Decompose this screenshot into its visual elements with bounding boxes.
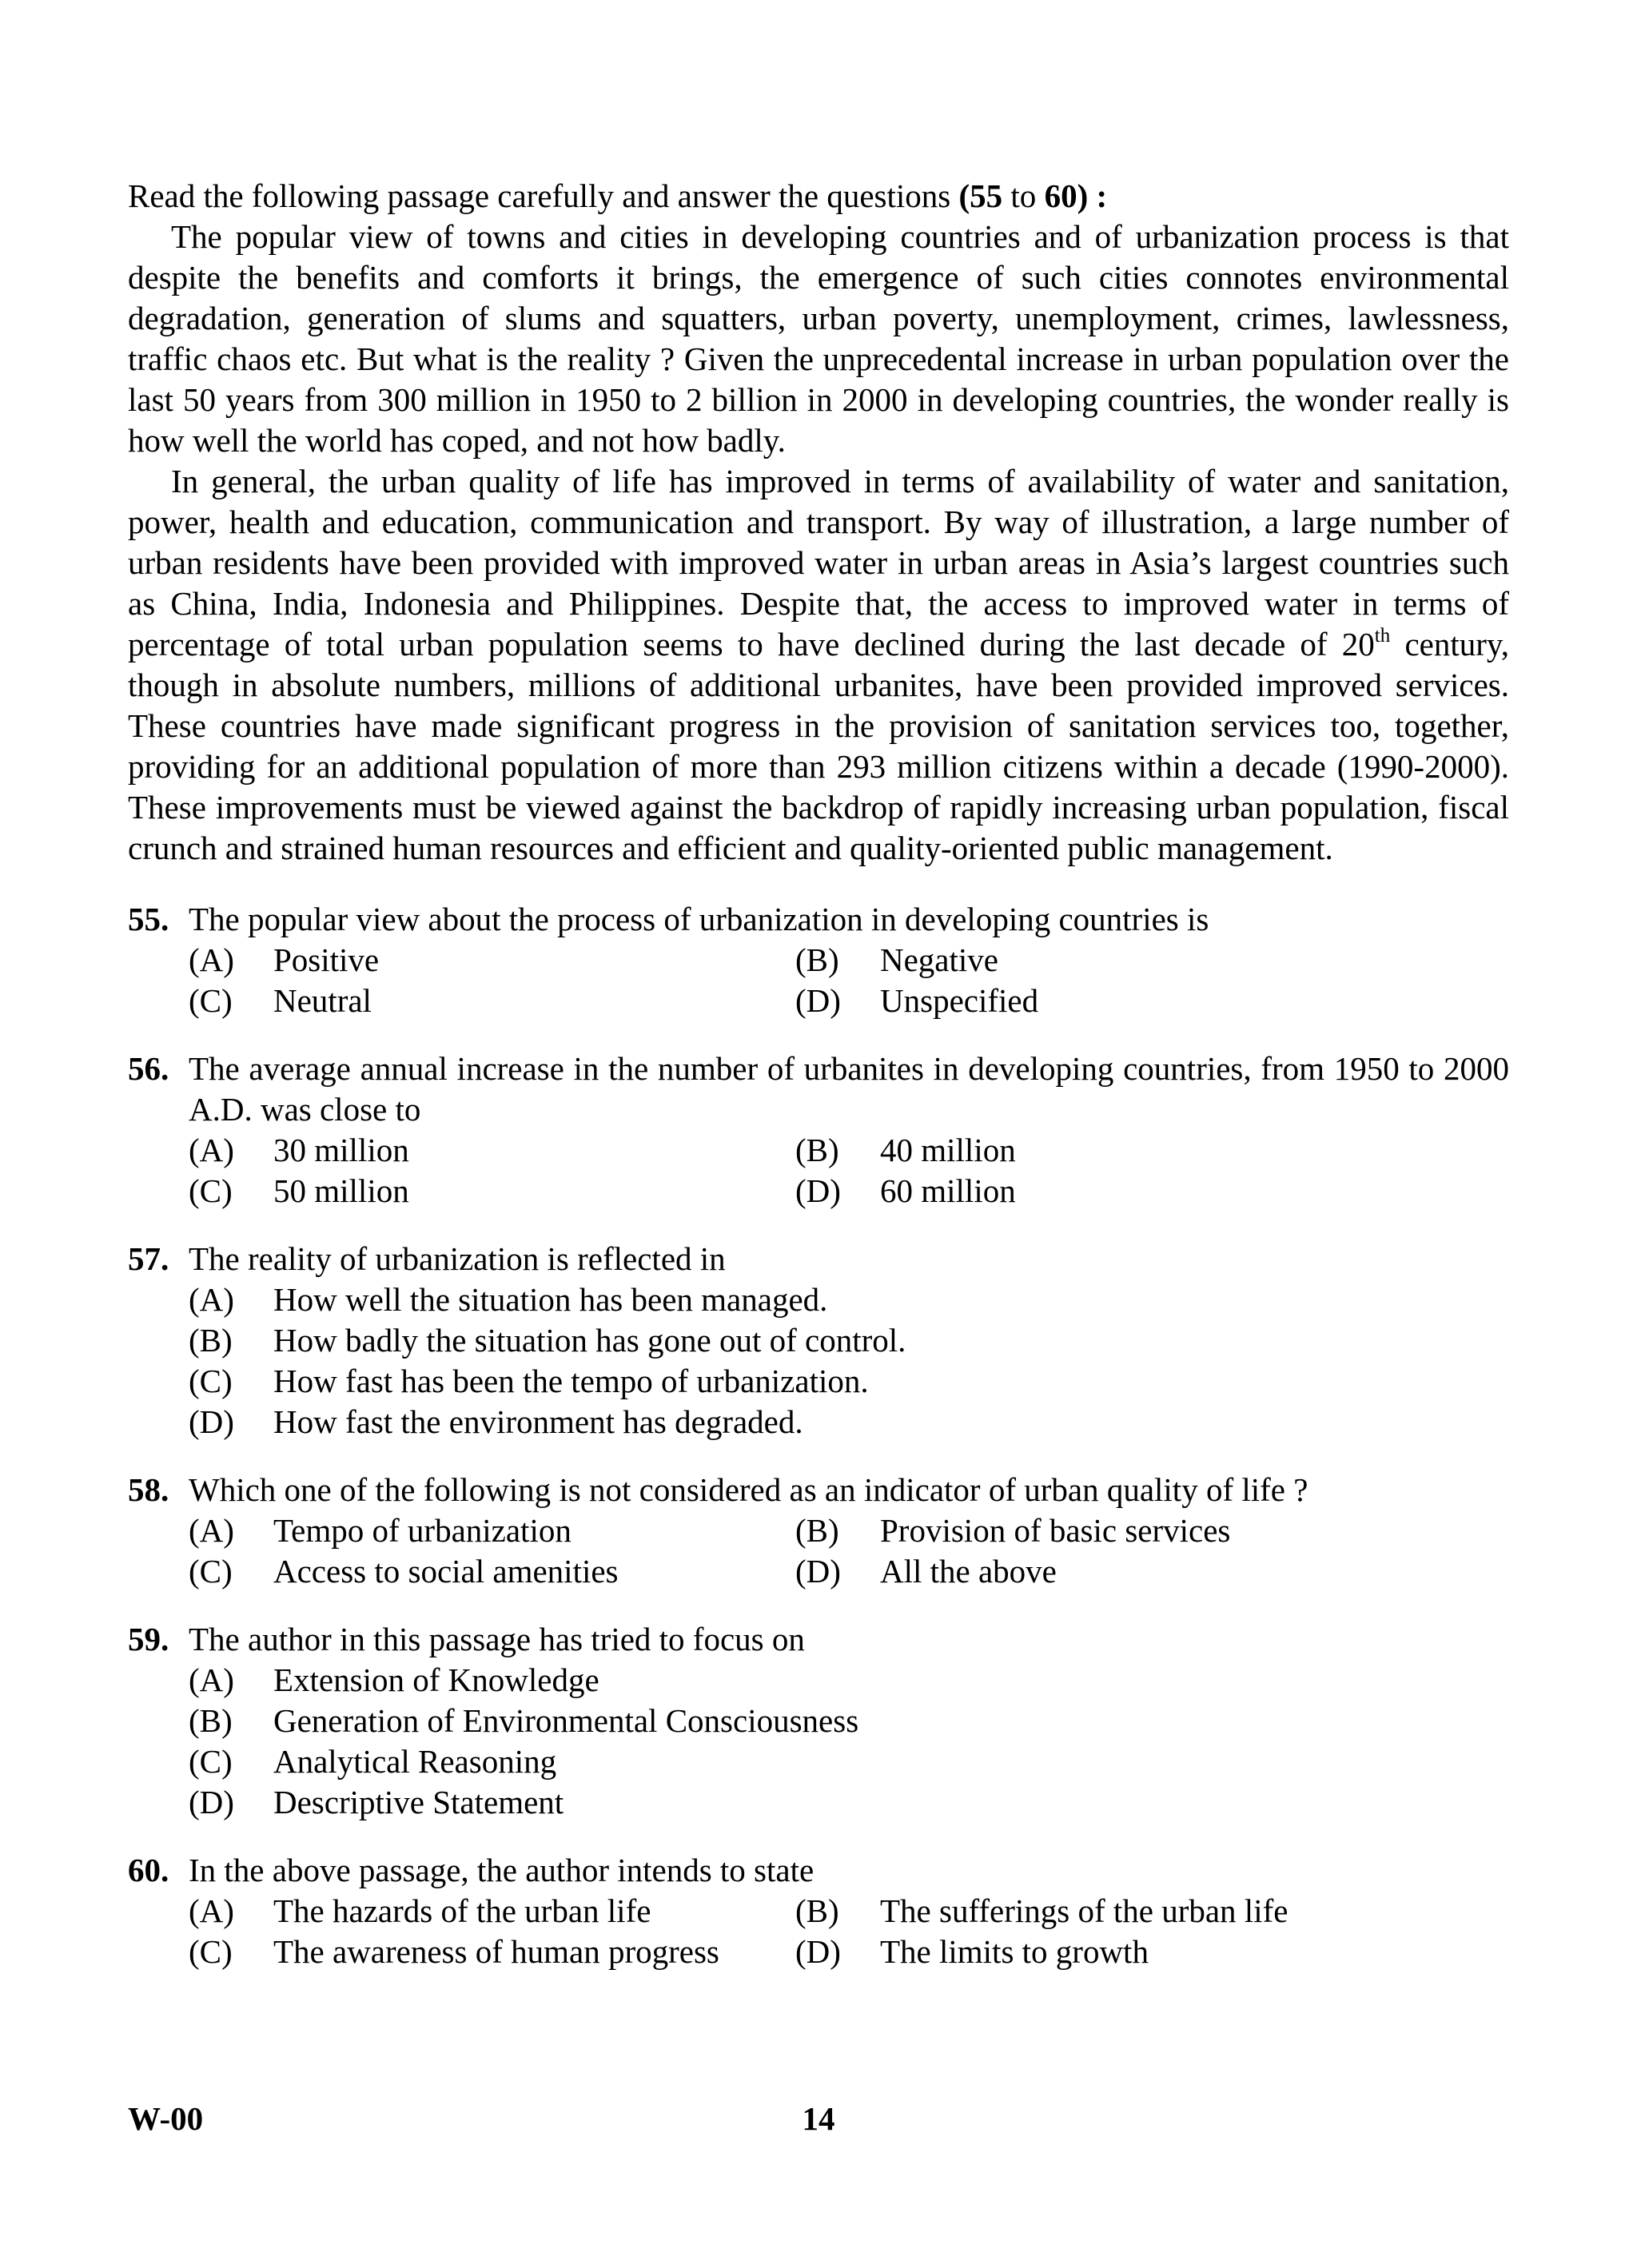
option-label: (B): [795, 1512, 839, 1549]
option-text: The awareness of human progress: [273, 1933, 719, 1970]
option-text: Unspecified: [880, 982, 1039, 1019]
page-footer: [128, 2099, 1509, 2139]
option-a: [189, 1660, 1509, 1701]
option-label: (A): [189, 1132, 234, 1168]
option-label: (D): [795, 1553, 841, 1590]
option-a: [189, 1891, 795, 1932]
option-c: [189, 1171, 795, 1212]
instruction-text: Read the following passage carefully and answer the questions: [128, 177, 959, 214]
options: [128, 940, 1509, 1021]
option-c: [189, 1361, 1509, 1402]
question-number: 57.: [128, 1240, 169, 1277]
option-c: [189, 1741, 1509, 1782]
option-label: (C): [189, 1363, 233, 1399]
option-d: [189, 1402, 1509, 1442]
option-label: (C): [189, 1553, 233, 1590]
option-text: 30 million: [273, 1132, 409, 1168]
option-label: (A): [189, 1661, 234, 1698]
option-label: (A): [189, 941, 234, 978]
option-label: (B): [189, 1702, 233, 1739]
question-56: [128, 1048, 1509, 1212]
option-c: [189, 1932, 795, 1972]
question-number: 60.: [128, 1852, 169, 1888]
option-b: [795, 1510, 1509, 1551]
question-text: The average annual increase in the number of urbanites in developing countries, from 1950 to 2000 A.D. was close to: [189, 1050, 1509, 1128]
instruction-range-end: 60) :: [1044, 177, 1108, 214]
options: [128, 1130, 1509, 1212]
question-60: [128, 1850, 1509, 1972]
option-a: [189, 940, 795, 981]
option-text: Generation of Environmental Consciousness: [273, 1702, 859, 1739]
option-label: (B): [795, 1132, 839, 1168]
option-b: [795, 1130, 1509, 1171]
instruction-range-mid: to: [1002, 177, 1045, 214]
option-d: [795, 981, 1509, 1021]
options: [128, 1660, 1509, 1823]
options: [128, 1510, 1509, 1592]
option-text: Neutral: [273, 982, 372, 1019]
question-text: Which one of the following is not considered as an indicator of urban quality of life ?: [189, 1471, 1308, 1508]
options: [128, 1891, 1509, 1972]
question-text: The reality of urbanization is reflected in: [189, 1240, 726, 1277]
option-label: (D): [795, 982, 841, 1019]
passage-paragraph-2-part-b: century, though in absolute numbers, millions of additional urbanites, have been provided improved services. These countries have made significant progress in the provision of sanitation services too, together, providing for an additional population of more than 293 million citizens within a decade (1990-2000). These improvements must be viewed against the backdrop of rapidly increasing urban population, fiscal crunch and strained human resources and efficient and quality-oriented public management.: [128, 626, 1510, 866]
option-text: All the above: [880, 1553, 1057, 1590]
option-a: [189, 1279, 1509, 1320]
option-label: (D): [189, 1403, 234, 1440]
option-d: [795, 1551, 1509, 1592]
option-label: (C): [189, 1933, 233, 1970]
passage-paragraph-2-part-a: In general, the urban quality of life has improved in terms of availability of water and sanitation, power, health and education, communication and transport. By way of illustration, a large number of urban residents have been provided with improved water in urban areas in Asia’s largest countries such as China, India, Indonesia and Philippines. Despite that, the access to improved water in terms of percentage of total urban population seems to have declined during the last decade of 20: [128, 463, 1509, 662]
option-text: The sufferings of the urban life: [880, 1892, 1288, 1929]
question-57: [128, 1239, 1509, 1442]
option-b: [795, 940, 1509, 981]
option-b: [189, 1701, 1509, 1741]
question-59: [128, 1619, 1509, 1823]
question-number: 59.: [128, 1621, 169, 1657]
options: [128, 1279, 1509, 1442]
page-number: 14: [802, 2100, 835, 2137]
page-content: [128, 176, 1509, 1972]
option-text: The limits to growth: [880, 1933, 1149, 1970]
option-text: Provision of basic services: [880, 1512, 1231, 1549]
option-d: [795, 1171, 1509, 1212]
option-text: Tempo of urbanization: [273, 1512, 572, 1549]
passage-paragraph-2: [128, 461, 1509, 869]
question-number: 56.: [128, 1050, 169, 1087]
option-label: (A): [189, 1892, 234, 1929]
option-label: (B): [189, 1322, 233, 1359]
option-text: 40 million: [880, 1132, 1016, 1168]
question-text: In the above passage, the author intends to state: [189, 1852, 815, 1888]
option-d: [795, 1932, 1509, 1972]
question-text: The popular view about the process of urbanization in developing countries is: [189, 901, 1209, 937]
option-label: (D): [795, 1933, 841, 1970]
instruction-range-start: (55: [958, 177, 1003, 214]
option-text: How well the situation has been managed.: [273, 1281, 828, 1318]
option-c: [189, 981, 795, 1021]
option-a: [189, 1130, 795, 1171]
option-text: 60 million: [880, 1172, 1016, 1209]
passage-paragraph-1: The popular view of towns and cities in developing countries and of urbanization process is that despite the benefits and comforts it brings, the emergence of such cities connotes environmental degradation, generation of slums and squatters, urban poverty, unemployment, crimes, lawlessness, traffic chaos etc. But what is the reality ? Given the unprecedental increase in urban population over the last 50 years from 300 million in 1950 to 2 billion in 2000 in developing countries, the wonder really is how well the world has coped, and not how badly.: [128, 218, 1509, 459]
option-text: The hazards of the urban life: [273, 1892, 651, 1929]
option-label: (B): [795, 1892, 839, 1929]
superscript-th: th: [1374, 625, 1391, 647]
option-label: (C): [189, 982, 233, 1019]
option-a: [189, 1510, 795, 1551]
option-text: How fast has been the tempo of urbanization.: [273, 1363, 869, 1399]
option-text: Negative: [880, 941, 998, 978]
question-number: 58.: [128, 1471, 169, 1508]
question-number: 55.: [128, 901, 169, 937]
question-text: The author in this passage has tried to focus on: [189, 1621, 805, 1657]
option-label: (D): [795, 1172, 841, 1209]
option-text: Analytical Reasoning: [273, 1743, 557, 1780]
option-label: (D): [189, 1784, 234, 1820]
option-text: Descriptive Statement: [273, 1784, 564, 1820]
option-b: [795, 1891, 1509, 1932]
booklet-code: W-00: [128, 2100, 204, 2137]
question-55: [128, 899, 1509, 1021]
option-text: Extension of Knowledge: [273, 1661, 599, 1698]
option-text: 50 million: [273, 1172, 409, 1209]
option-label: (B): [795, 941, 839, 978]
option-text: How fast the environment has degraded.: [273, 1403, 803, 1440]
option-label: (A): [189, 1281, 234, 1318]
option-d: [189, 1782, 1509, 1823]
option-text: Positive: [273, 941, 380, 978]
option-label: (C): [189, 1743, 233, 1780]
option-label: (A): [189, 1512, 234, 1549]
option-c: [189, 1551, 795, 1592]
option-b: [189, 1320, 1509, 1361]
option-text: Access to social amenities: [273, 1553, 619, 1590]
option-label: (C): [189, 1172, 233, 1209]
question-58: [128, 1470, 1509, 1592]
instruction: [128, 176, 1509, 217]
option-text: How badly the situation has gone out of control.: [273, 1322, 906, 1359]
